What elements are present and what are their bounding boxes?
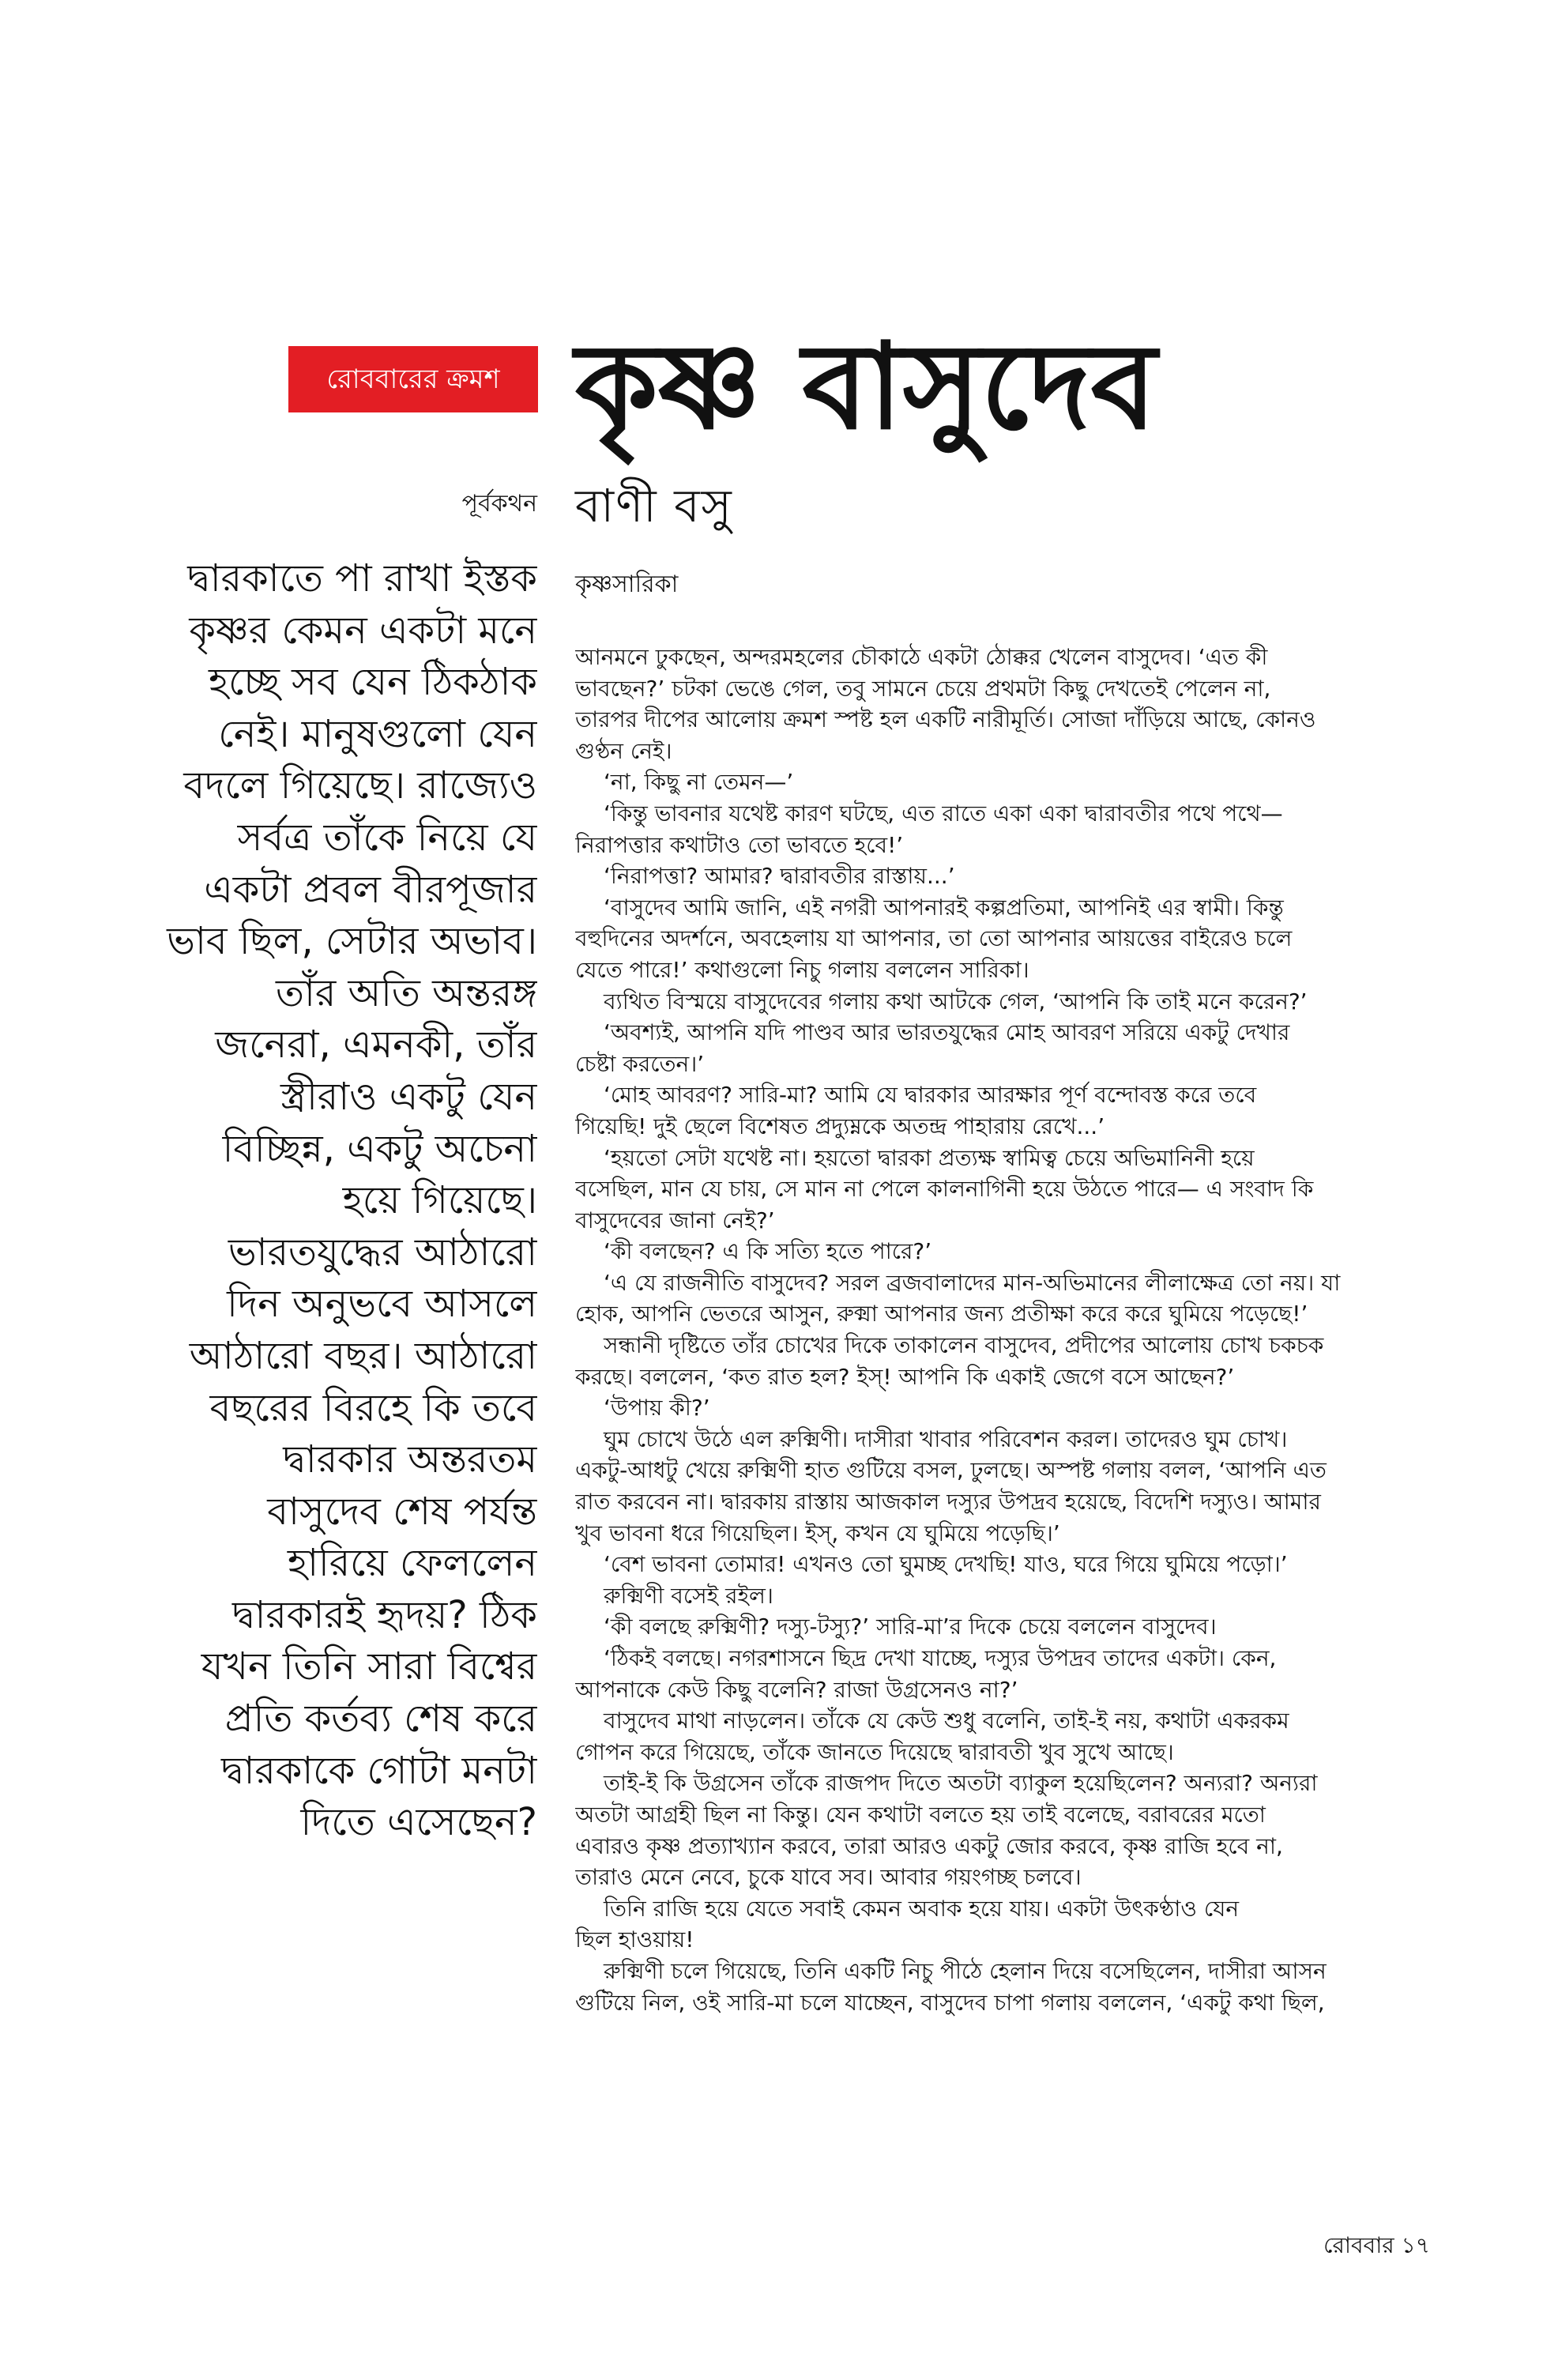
summary-line: জনেরা, এমনকী, তাঁর bbox=[215, 1022, 537, 1068]
page-footer: রোববার ১৭ bbox=[1323, 2232, 1430, 2258]
series-badge: রোববারের ক্রমশ bbox=[288, 346, 538, 412]
body-line: গুণ্ঠন নেই। bbox=[575, 737, 672, 764]
story-body bbox=[575, 642, 1413, 2018]
body-line: ‘নিরাপত্তা? আমার? দ্বারাবতীর রাস্তায়...’ bbox=[604, 863, 955, 890]
body-line: তাই-ই কি উগ্রসেন তাঁকে রাজপদ দিতে অতটা ব্যাকুল হয়েছিলেন? অন্যরা? অন্যরা bbox=[604, 1770, 1318, 1797]
body-line: তারপর দীপের আলোয় ক্রমশ স্পষ্ট হল একটি নারীমূর্তি। সোজা দাঁড়িয়ে আছে, কোনও bbox=[575, 706, 1316, 733]
body-line: চেষ্টা করতেন।’ bbox=[575, 1050, 705, 1077]
body-line: ‘ঠিকই বলছে। নগরশাসনে ছিদ্র দেখা যাচ্ছে, দস্যুর উপদ্রব তাদের একটা। কেন, bbox=[604, 1645, 1277, 1671]
summary-line: ভারতযুদ্ধের আঠারো bbox=[228, 1230, 537, 1275]
body-line: ‘কী বলছেন? এ কি সত্যি হতে পারে?’ bbox=[604, 1238, 932, 1265]
page-title: কৃষ্ণ বাসুদেব bbox=[575, 318, 1157, 456]
body-line: ‘হয়তো সেটা যথেষ্ট না। হয়তো দ্বারকা প্রত্যক্ষ স্বামিত্ব চেয়ে অভিমানিনী হয়ে bbox=[604, 1144, 1255, 1171]
body-line: ‘না, কিছু না তেমন—’ bbox=[604, 769, 794, 796]
body-line: হোক, আপনি ভেতরে আসুন, রুক্মা আপনার জন্য প্রতীক্ষা করে করে ঘুমিয়ে পড়েছে!’ bbox=[575, 1301, 1308, 1327]
previous-summary bbox=[47, 553, 537, 1849]
summary-line: আঠারো বছর। আঠারো bbox=[189, 1333, 537, 1378]
body-line: একটু-আধটু খেয়ে রুক্মিণী হাত গুটিয়ে বসল, ঢুলছে। অস্পষ্ট গলায় বলল, ‘আপনি এত bbox=[575, 1457, 1327, 1484]
body-line: ‘বেশ ভাবনা তোমার! এখনও তো ঘুমচ্ছ দেখছি! যাও, ঘরে গিয়ে ঘুমিয়ে পড়ো।’ bbox=[604, 1551, 1288, 1578]
body-line: ব্যথিত বিস্ময়ে বাসুদেবের গলায় কথা আটকে গেল, ‘আপনি কি তাই মনে করেন?’ bbox=[604, 988, 1308, 1015]
summary-line: ভাব ছিল, সেটার অভাব। bbox=[167, 919, 537, 964]
summary-line: হচ্ছে সব যেন ঠিকঠাক bbox=[208, 660, 537, 705]
summary-line: দ্বারকাকে গোটা মনটা bbox=[220, 1748, 537, 1793]
body-line: ‘মোহ আবরণ? সারি-মা? আমি যে দ্বারকার আরক্ষার পূর্ণ বন্দোবস্ত করে তবে bbox=[604, 1082, 1257, 1109]
summary-line: সর্বত্র তাঁকে নিয়ে যে bbox=[237, 815, 537, 860]
summary-line: কৃষ্ণর কেমন একটা মনে bbox=[189, 608, 537, 653]
previous-summary-label: পূর্বকথন bbox=[461, 490, 537, 518]
summary-line: হারিয়ে ফেললেন bbox=[287, 1541, 537, 1586]
body-line: বাসুদেবের জানা নেই?’ bbox=[575, 1207, 775, 1233]
summary-line: স্ত্রীরাও একটু যেন bbox=[280, 1074, 537, 1119]
body-line: ছিল হাওয়ায়! bbox=[575, 1926, 694, 1953]
summary-line: প্রতি কর্তব্য শেষ করে bbox=[224, 1697, 537, 1742]
summary-line: দ্বারকার অন্তরতম bbox=[283, 1437, 537, 1482]
summary-line: বাসুদেব শেষ পর্যন্ত bbox=[267, 1489, 537, 1534]
summary-line: একটা প্রবল বীরপূজার bbox=[204, 867, 537, 912]
body-line: ‘এ যে রাজনীতি বাসুদেব? সরল ব্রজবালাদের মান-অভিমানের লীলাক্ষেত্র তো নয়। যা bbox=[604, 1269, 1341, 1296]
body-line: আপনাকে কেউ কিছু বলেনি? রাজা উগ্রসেনও না?’ bbox=[575, 1676, 1018, 1703]
summary-line: হয়ে গিয়েছে। bbox=[342, 1178, 537, 1223]
body-line: করছে। বললেন, ‘কত রাত হল? ইস্! আপনি কি একাই জেগে বসে আছেন?’ bbox=[575, 1363, 1235, 1390]
body-line: বসেছিল, মান যে চায়, সে মান না পেলে কালনাগিনী হয়ে উঠতে পারে— এ সংবাদ কি bbox=[575, 1176, 1314, 1203]
body-line: ‘উপায় কী?’ bbox=[604, 1395, 710, 1422]
section-title: কৃষ্ণসারিকা bbox=[575, 571, 679, 598]
body-line: ‘বাসুদেব আমি জানি, এই নগরী আপনারই কল্পপ্রতিমা, আপনিই এর স্বামী। কিন্তু bbox=[604, 894, 1284, 921]
summary-line: দিতে এসেছেন? bbox=[300, 1800, 537, 1845]
body-line: তিনি রাজি হয়ে যেতে সবাই কেমন অবাক হয়ে যায়। একটা উৎকণ্ঠাও যেন bbox=[604, 1895, 1240, 1922]
body-line: নিরাপত্তার কথাটাও তো ভাবতে হবে!’ bbox=[575, 831, 904, 858]
body-line: খুব ভাবনা ধরে গিয়েছিল। ইস্, কখন যে ঘুমিয়ে পড়েছি।’ bbox=[575, 1520, 1060, 1546]
body-line: রুক্মিণী চলে গিয়েছে, তিনি একটি নিচু পীঠে হেলান দিয়ে বসেছিলেন, দাসীরা আসন bbox=[604, 1957, 1327, 1984]
author-name: বাণী বসু bbox=[575, 479, 733, 533]
body-line: গোপন করে গিয়েছে, তাঁকে জানতে দিয়েছে দ্বারাবতী খুব সুখে আছে। bbox=[575, 1738, 1174, 1765]
body-line: ভাবছেন?’ চটকা ভেঙে গেল, তবু সামনে চেয়ে প্রথমটা কিছু দেখতেই পেলেন না, bbox=[575, 675, 1271, 702]
body-line: গুটিয়ে নিল, ওই সারি-মা চলে যাচ্ছেন, বাসুদেব চাপা গলায় বললেন, ‘একটু কথা ছিল, bbox=[575, 1989, 1325, 2016]
summary-line: বছরের বিরহে কি তবে bbox=[209, 1385, 537, 1430]
body-line: এবারও কৃষ্ণ প্রত্যাখ্যান করবে, তারা আরও একটু জোর করবে, কৃষ্ণ রাজি হবে না, bbox=[575, 1832, 1283, 1859]
body-line: রাত করবেন না। দ্বারকায় রাস্তায় আজকাল দস্যুর উপদ্রব হয়েছে, বিদেশি দস্যুও। আমার bbox=[575, 1489, 1321, 1516]
summary-line: দ্বারকাতে পা রাখা ইস্তক bbox=[187, 556, 537, 601]
body-line: সন্ধানী দৃষ্টিতে তাঁর চোখের দিকে তাকালেন বাসুদেব, প্রদীপের আলোয় চোখ চকচক bbox=[604, 1332, 1324, 1359]
body-line: ‘অবশ্যই, আপনি যদি পাণ্ডব আর ভারতযুদ্ধের মোহ আবরণ সরিয়ে একটু দেখার bbox=[604, 1019, 1290, 1046]
summary-line: তাঁর অতি অন্তরঙ্গ bbox=[275, 970, 537, 1015]
body-line: বহুদিনের অদর্শনে, অবহেলায় যা আপনার, তা তো আপনার আয়ত্তের বাইরেও চলে bbox=[575, 925, 1293, 952]
body-line: যেতে পারে!’ কথাগুলো নিচু গলায় বললেন সারিকা। bbox=[575, 956, 1029, 983]
body-line: ‘কী বলছে রুক্মিণী? দস্যু-টস্যু?’ সারি-মা’র দিকে চেয়ে বললেন বাসুদেব। bbox=[604, 1614, 1217, 1640]
body-line: তারাও মেনে নেবে, চুকে যাবে সব। আবার গয়ংগচ্ছ চলবে। bbox=[575, 1864, 1082, 1891]
summary-line: দ্বারকারই হৃদয়? ঠিক bbox=[231, 1592, 537, 1637]
summary-line: বদলে গিয়েছে। রাজ্যেও bbox=[183, 763, 537, 808]
summary-line: নেই। মানুষগুলো যেন bbox=[218, 711, 537, 756]
body-line: অতটা আগ্রহী ছিল না কিন্তু। যেন কথাটা বলতে হয় তাই বলেছে, বরাবরের মতো bbox=[575, 1801, 1266, 1828]
summary-line: দিন অনুভবে আসলে bbox=[227, 1282, 537, 1327]
body-line: গিয়েছি! দুই ছেলে বিশেষত প্রদ্যুম্নকে অতন্দ্র পাহারায় রেখে...’ bbox=[575, 1113, 1105, 1139]
summary-line: যখন তিনি সারা বিশ্বের bbox=[201, 1644, 537, 1689]
body-line: রুক্মিণী বসেই রইল। bbox=[604, 1582, 773, 1609]
body-line: বাসুদেব মাথা নাড়লেন। তাঁকে যে কেউ শুধু বলেনি, তাই-ই নয়, কথাটা একরকম bbox=[604, 1708, 1289, 1734]
body-line: ঘুম চোখে উঠে এল রুক্মিণী। দাসীরা খাবার পরিবেশন করল। তাদেরও ঘুম চোখ। bbox=[604, 1425, 1288, 1452]
body-line: ‘কিন্তু ভাবনার যথেষ্ট কারণ ঘটছে, এত রাতে একা একা দ্বারাবতীর পথে পথে— bbox=[604, 800, 1283, 827]
body-line: আনমনে ঢুকছেন, অন্দরমহলের চৌকাঠে একটা ঠোক্কর খেলেন বাসুদেব। ‘এত কী bbox=[575, 644, 1268, 670]
summary-line: বিচ্ছিন্ন, একটু অচেনা bbox=[222, 1126, 537, 1171]
